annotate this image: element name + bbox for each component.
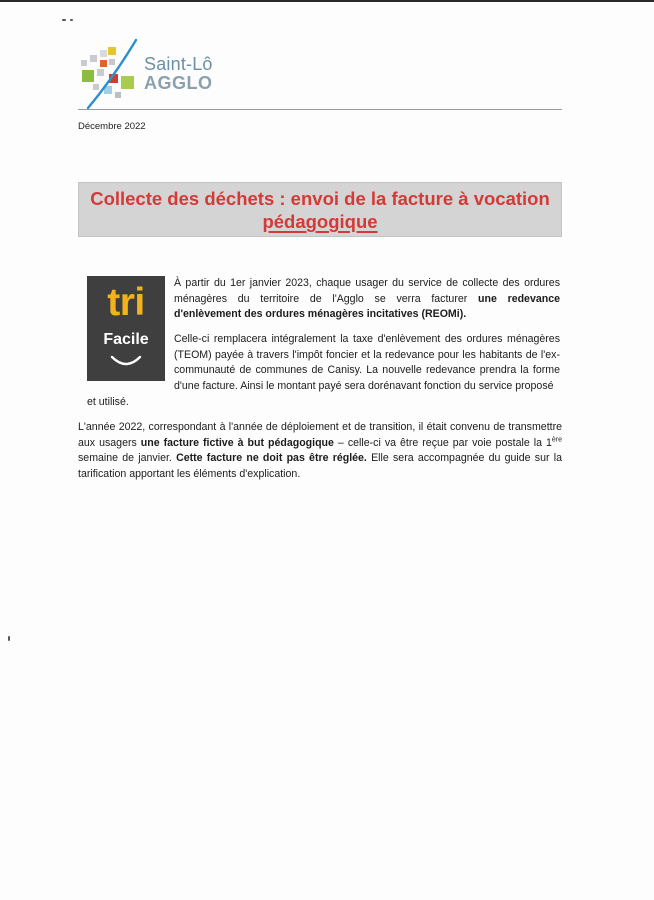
superscript-text: ère — [551, 436, 563, 444]
title-line-2: pédagogique — [262, 211, 378, 232]
facile-logo-word: Facile — [103, 331, 149, 348]
paragraph-facture-fictive — [78, 420, 562, 483]
scan-top-edge — [0, 0, 654, 2]
paragraph-bold-text: Cette facture ne doit pas être réglée. — [176, 452, 367, 465]
paragraph-text: À partir du 1er janvier 2023, chaque usager du service de collecte des ordures ménagères du territoire de l'Agglo se verra facturer — [174, 277, 560, 305]
scan-speck — [62, 19, 66, 21]
saint-lo-agglo-logo — [78, 38, 228, 110]
paragraph-teom: Celle-ci remplacera intégralement la taxe d'enlèvement des ordures ménagères (TEOM) payée à travers l'impôt foncier et la redevance pour les habitants de l'ex-communauté de communes de Canisy. La nouvelle redevance prendra la forme d'une facture. Ainsi le montant payé sera dorénavant fonction du service proposé — [174, 333, 560, 393]
paragraph-text: L'année 2022, correspondant à l'année de déploiement et de transition, il était convenu de transmettre aux usagers — [78, 421, 562, 449]
agglo-mosaic-icon — [78, 38, 140, 110]
paragraph-bold-text: une facture fictive à but pédagogique — [140, 436, 334, 449]
smile-icon — [109, 353, 143, 369]
paragraph-text: Elle sera accompagnée du guide sur la tarification apportant les éléments d'explication. — [78, 452, 562, 481]
tri-facile-logo — [87, 276, 165, 381]
paragraph-reomi — [174, 276, 560, 323]
paragraph-bold-text: une redevance d'enlèvement des ordures ménagères incitatives (REOMi). — [174, 292, 560, 321]
document-title — [79, 187, 561, 233]
scan-speck — [70, 19, 73, 21]
paragraph-teom-end: et utilisé. — [87, 396, 129, 408]
paragraph-text: semaine de janvier. — [78, 452, 177, 465]
tri-logo-word: tri — [107, 281, 145, 324]
title-banner — [78, 182, 562, 237]
scan-speck — [8, 636, 10, 641]
paragraph-text: – celle-ci va être reçue par voie postale la 1 — [333, 436, 552, 449]
header-divider — [78, 109, 562, 110]
title-line-1: Collecte des déchets : envoi de la facture à vocation — [90, 188, 550, 209]
logo-subtitle: AGGLO — [144, 73, 213, 93]
logo-title: Saint-Lô — [144, 54, 213, 74]
document-date: Décembre 2022 — [78, 121, 146, 132]
